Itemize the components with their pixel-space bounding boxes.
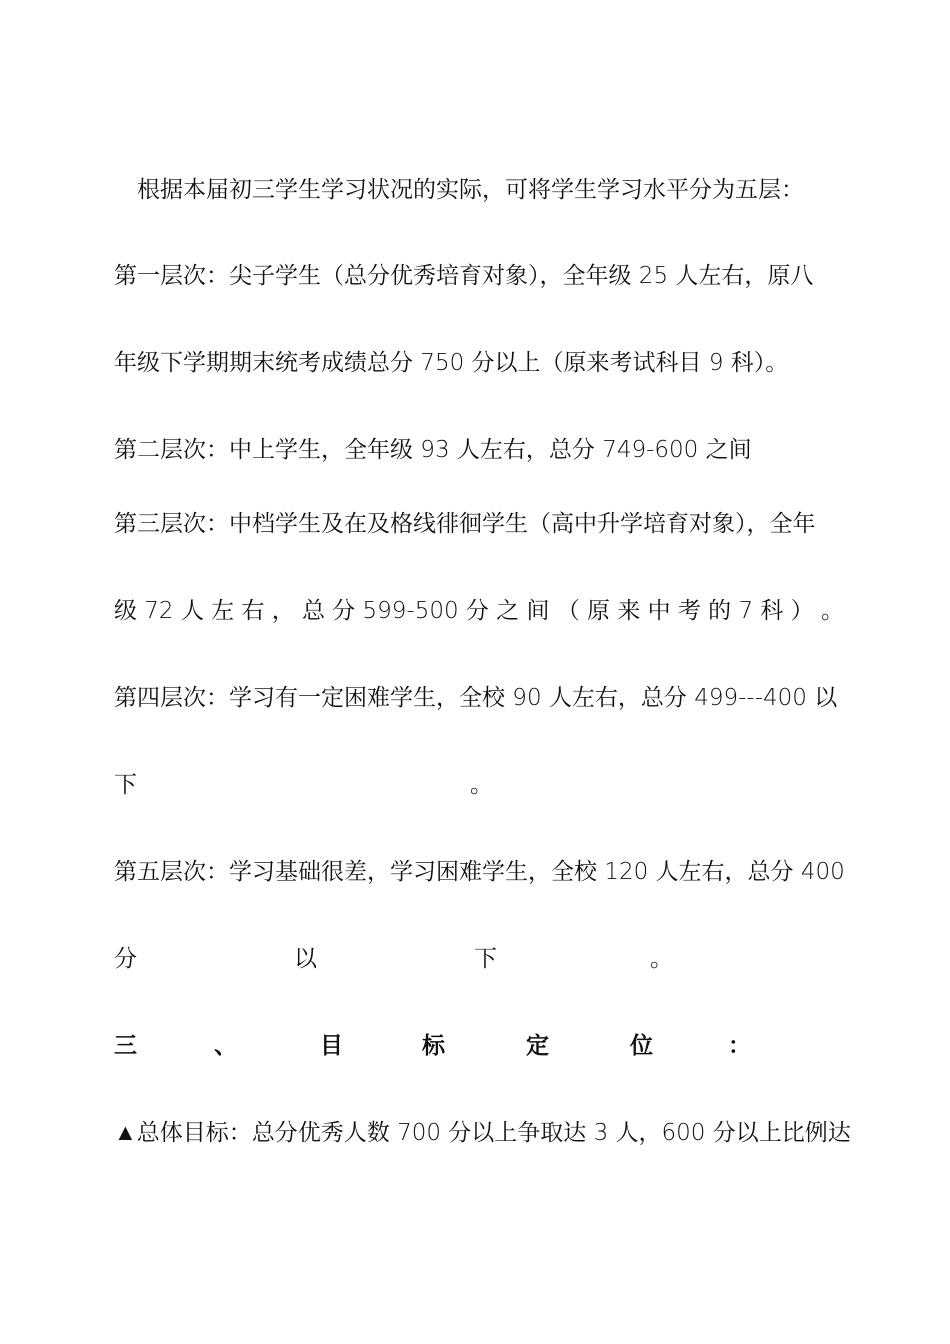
overall-goal-line: ▲总体目标：总分优秀人数 700 分以上争取达 3 人，600 分以上比例达 [114,1120,851,1146]
word: ， [271,598,295,624]
word: 左 [211,598,235,624]
word: 右 [241,598,265,624]
intro-paragraph: 根据本届初三学生学习状况的实际，可将学生学习水平分为五层： [137,177,804,203]
word: 分 [465,598,489,624]
word: 的 [708,598,732,624]
level2-line: 第二层次：中上学生，全年级 93 人左右，总分 749-600 之间 [114,437,752,463]
heading-char: 、 [214,1033,237,1059]
level5-line1: 第五层次：学习基础很差，学习困难学生，全校 120 人左右，总分 400 [114,859,845,885]
level3-line1: 第三层次：中档学生及在及格线徘徊学生（高中升学培育对象），全年 [114,511,816,537]
level4-line1: 第四层次：学习有一定困难学生，全校 90 人左右，总分 499---400 以 [114,685,838,711]
word: 来 [617,598,641,624]
word: 7 [738,598,754,624]
level4-line2 [114,770,844,800]
word: 599-500 [362,598,459,624]
word: 间 [526,598,550,624]
word: 。 [650,946,673,972]
level1-line1: 第一层次：尖子学生（总分优秀培育对象），全年级 25 人左右，原八 [114,263,814,289]
word: 总 [301,598,325,624]
word: 。 [820,598,844,624]
word: 72 [144,598,174,624]
word: 下 [474,946,497,972]
word: 级 [114,598,137,624]
word: （ [556,598,580,624]
word: 以 [294,946,317,972]
word: ） [790,598,814,624]
word: 分 [332,598,356,624]
word: 人 [180,598,204,624]
heading-char: 三 [114,1033,137,1059]
word: 。 [470,772,493,798]
heading-char: 标 [422,1033,445,1059]
word: 科 [760,598,784,624]
heading-char: 定 [526,1033,549,1059]
word: 之 [496,598,520,624]
heading-char: 目 [320,1033,343,1059]
heading-char: 位 [630,1033,653,1059]
heading-char: ： [728,1033,751,1059]
word: 分 [114,946,137,972]
level3-line2 [114,596,844,626]
word: 下 [114,772,137,798]
word: 考 [677,598,701,624]
level1-line2: 年级下学期期末统考成绩总分 750 分以上（原来考试科目 9 科）。 [114,350,789,376]
word: 原 [587,598,611,624]
word: 中 [647,598,671,624]
